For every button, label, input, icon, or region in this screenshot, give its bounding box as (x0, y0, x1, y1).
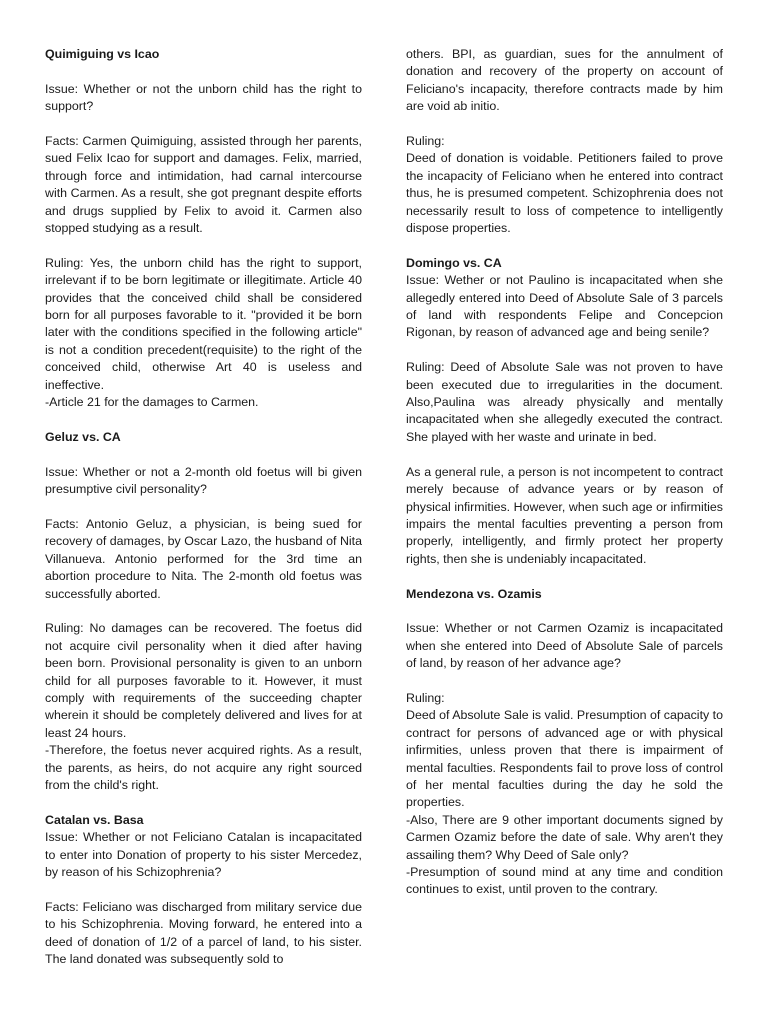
case-ruling-mendezona: Deed of Absolute Sale is valid. Presumption of capacity to contract for persons of advanced age or with physical infirmities, unless proven that there is impairment of mental faculties. Respondents fail to prove loss of control of her mental faculties during the day he sold the properties. (406, 708, 723, 810)
case-issue-quimiguing: Issue: Whether or not the unborn child has the right to support? (45, 81, 362, 114)
case-title-mendezona: Mendezona vs. Ozamis (406, 586, 542, 601)
case-ruling-domingo: Ruling: Deed of Absolute Sale was not proven to have been executed due to irregularities in the document. Also,Paulina was already physically and mentally incapacitated when she allegedly executed the contract. She played with her waste and urinate in bed. (406, 360, 723, 444)
case-title-catalan: Catalan vs. Basa (45, 812, 144, 827)
case-ruling-catalan: Deed of donation is voidable. Petitioners failed to prove the incapacity of Feliciano when he entered into contract thus, he is presumed competent. Schizophrenia does not necessarily result to loss of competence to intelligently dispose properties. (406, 151, 723, 236)
case-issue-catalan: Issue: Whether or not Feliciano Catalan is incapacitated to enter into Donation of property to his sister Mercedez, by reason of his Schizophrenia? (45, 830, 362, 879)
case-ruling-label-mendezona: Ruling: (406, 690, 445, 705)
case-facts-catalan: Facts: Feliciano was discharged from military service due to his Schizophrenia. Moving forward, he entered into a deed of donation of 1/2 of a parcel of land, to his sister. The land donated was subsequently sold to (45, 899, 362, 966)
case-note2-mendezona: -Presumption of sound mind at any time and condition continues to exist, until proven to the contrary. (406, 864, 723, 897)
case-general-rule-domingo: As a general rule, a person is not incompetent to contract merely because of advance years or by reason of physical infirmities. However, when such age or infirmities impairs the mental faculties preventing a person from properly, intelligently, and firmly protect her property rights, then she is undeniably incapacitated. (406, 464, 723, 566)
case-issue-domingo: Issue: Wether or not Paulino is incapacitated when she allegedly entered into Deed of Absolute Sale of 3 parcels of land with respondents Felipe and Concepcion Rigonan, by reason of advanced age and being senile? (406, 273, 723, 340)
case-note-geluz: -Therefore, the foetus never acquired rights. As a result, the parents, as heirs, do not acquire any right sourced from the child's right. (45, 743, 362, 792)
case-facts-catalan-continued: others. BPI, as guardian, sues for the annulment of donation and recovery of the property on account of Feliciano's incapacity, therefore contracts made by him are void ab initio. (406, 47, 723, 114)
case-ruling-label-catalan: Ruling: (406, 134, 445, 149)
case-facts-quimiguing: Facts: Carmen Quimiguing, assisted through her parents, sued Felix Icao for support and damages. Felix, married, through force and intimidation, had carnal intercourse with Carmen. As a result, she got pregnant despite efforts and drugs supplied by Felix to avoid it. Carmen also stopped studying as a result. (45, 134, 362, 236)
case-facts-geluz: Facts: Antonio Geluz, a physician, is being sued for recovery of damages, by Oscar Lazo, the husband of Nita Villanueva. Antonio performed for the 3rd time an abortion procedure to Nita. The 2-month old foetus was successfully aborted. (45, 516, 362, 601)
case-ruling-geluz: Ruling: No damages can be recovered. The foetus did not acquire civil personality when it died after having been born. Provisional personality is given to an unborn child for all purposes favorable to it. However, it must comply with requirements of the succeeding chapter wherein it should be completely delivered and lives for at least 24 hours. (45, 621, 362, 740)
case-issue-mendezona: Issue: Whether or not Carmen Ozamiz is incapacitated when she entered into Deed of Absolute Sale of parcels of land, by reason of her advance age? (406, 621, 723, 671)
case-issue-geluz: Issue: Whether or not a 2-month old foetus will bi given presumptive civil personality? (45, 464, 362, 497)
left-column (45, 46, 362, 986)
case-note-quimiguing: -Article 21 for the damages to Carmen. (45, 395, 259, 410)
case-title-domingo: Domingo vs. CA (406, 255, 502, 270)
case-title-quimiguing: Quimiguing vs Icao (45, 47, 160, 61)
case-note1-mendezona: -Also, There are 9 other important documents signed by Carmen Ozamiz before the date of sale. Why aren't they assailing them? Why Deed of Sale only? (406, 812, 723, 862)
right-column (406, 46, 723, 916)
case-title-geluz: Geluz vs. CA (45, 429, 121, 444)
case-ruling-quimiguing: Ruling: Yes, the unborn child has the right to support, irrelevant if to be born legitimate or illegitimate. Article 40 provides that the conceived child shall be considered born for all purposes favorable to it. "provided it be born later with the conditions specified in the following article" is not a condition precedent(requisite) to the right of the conceived child, otherwise Art 40 is useless and ineffective. (45, 255, 362, 392)
